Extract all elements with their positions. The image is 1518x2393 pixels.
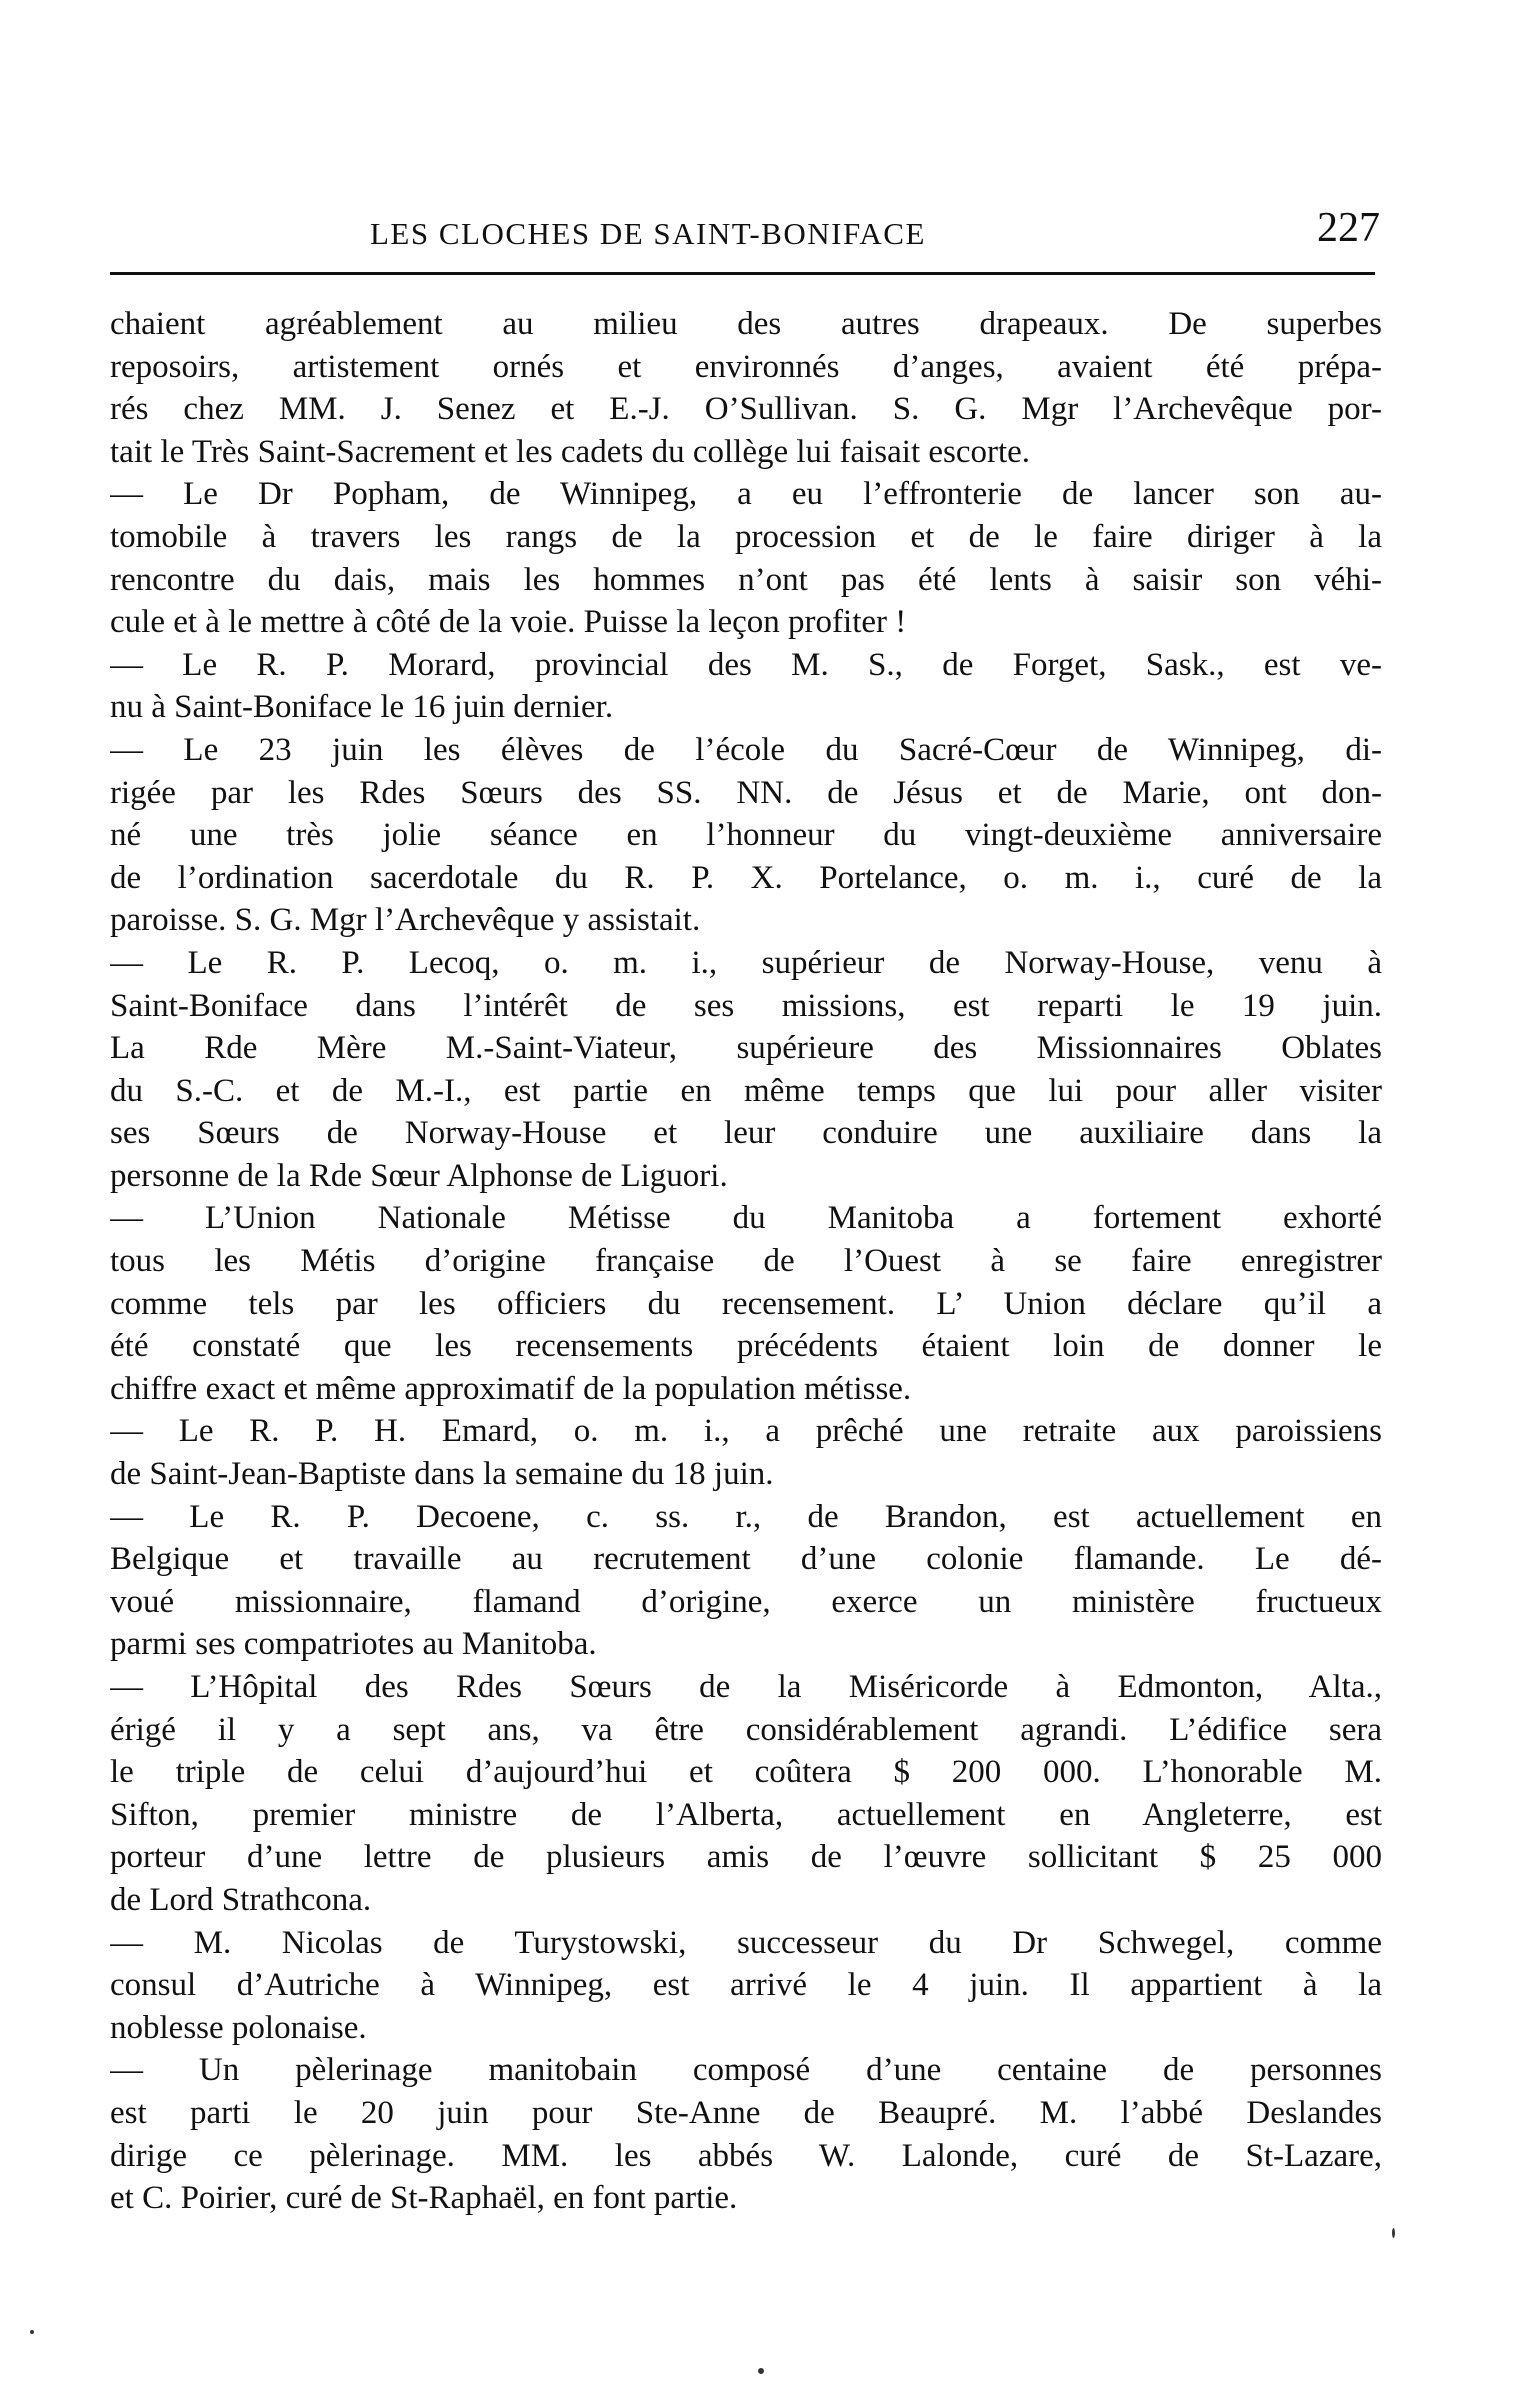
text-line: rencontre du dais, mais les hommes n’ont pas été lents à saisir son véhi-	[110, 561, 1382, 598]
header-rule	[110, 272, 1375, 275]
text-line: — Un pèlerinage manitobain composé d’une centaine de personnes	[110, 2052, 1382, 2089]
text-line: tous les Métis d’origine française de l’Ouest à se faire enregistrer	[110, 1243, 1382, 1280]
text-line: tait le Très Saint-Sacrement et les cadets du collège lui faisait escorte.	[110, 433, 1031, 470]
text-line: de Saint-Jean-Baptiste dans la semaine du 18 juin.	[110, 1456, 774, 1493]
text-line: rigée par les Rdes Sœurs des SS. NN. de Jésus et de Marie, ont don-	[110, 774, 1382, 811]
text-line: — L’Union Nationale Métisse du Manitoba a fortement exhorté	[110, 1200, 1382, 1237]
text-line: voué missionnaire, flamand d’origine, exerce un ministère fructueux	[110, 1583, 1382, 1620]
text-line: chiffre exact et même approximatif de la population métisse.	[110, 1370, 912, 1407]
text-line: parmi ses compatriotes au Manitoba.	[110, 1626, 597, 1663]
text-line: de l’ordination sacerdotale du R. P. X. Portelance, o. m. i., curé de la	[110, 859, 1382, 896]
text-line: — M. Nicolas de Turystowski, successeur du Dr Schwegel, comme	[110, 1924, 1382, 1961]
text-line: — Le Dr Popham, de Winnipeg, a eu l’effronterie de lancer son au-	[110, 476, 1382, 513]
text-line: consul d’Autriche à Winnipeg, est arrivé le 4 juin. Il appartient à la	[110, 1967, 1382, 2004]
text-line: est parti le 20 juin pour Ste-Anne de Beaupré. M. l’abbé Deslandes	[110, 2094, 1382, 2131]
text-line: — Le R. P. H. Emard, o. m. i., a prêché une retraite aux paroissiens	[110, 1413, 1382, 1450]
text-line: Sifton, premier ministre de l’Alberta, actuellement en Angleterre, est	[110, 1796, 1382, 1833]
text-line: du S.-C. et de M.-I., est partie en même temps que lui pour aller visiter	[110, 1072, 1382, 1109]
text-line: ses Sœurs de Norway-House et leur conduire une auxiliaire dans la	[110, 1115, 1382, 1152]
text-line: noblesse polonaise.	[110, 2009, 367, 2046]
text-line: comme tels par les officiers du recensement. L’ Union déclare qu’il a	[110, 1285, 1382, 1322]
text-line: érigé il y a sept ans, va être considérablement agrandi. L’édifice sera	[110, 1711, 1382, 1748]
text-line: cule et à le mettre à côté de la voie. Puisse la leçon profiter !	[110, 604, 907, 641]
print-speck	[30, 2330, 34, 2334]
text-line: — Le R. P. Lecoq, o. m. i., supérieur de Norway-House, venu à	[110, 944, 1382, 981]
text-line: né une très jolie séance en l’honneur du vingt-deuxième anniversaire	[110, 817, 1382, 854]
print-speck	[1392, 2228, 1395, 2238]
text-line: de Lord Strathcona.	[110, 1881, 372, 1918]
text-line: personne de la Rde Sœur Alphonse de Liguori.	[110, 1157, 728, 1194]
text-line: et C. Poirier, curé de St-Raphaël, en font partie.	[110, 2180, 738, 2217]
text-line: paroisse. S. G. Mgr l’Archevêque y assistait.	[110, 902, 701, 939]
text-line: porteur d’une lettre de plusieurs amis de l’œuvre sollicitant $ 25 000	[110, 1839, 1382, 1876]
body-text	[110, 303, 1382, 2220]
text-line: rés chez MM. J. Senez et E.-J. O’Sullivan. S. G. Mgr l’Archevêque por-	[110, 391, 1382, 428]
text-line: — Le 23 juin les élèves de l’école du Sacré-Cœur de Winnipeg, di-	[110, 731, 1382, 768]
running-title: LES CLOCHES DE SAINT-BONIFACE	[370, 216, 926, 251]
page-number: 227	[1317, 205, 1380, 251]
text-line: chaient agréablement au milieu des autres drapeaux. De superbes	[110, 306, 1382, 342]
print-speck	[758, 2368, 764, 2374]
text-line: — Le R. P. Decoene, c. ss. r., de Brandon, est actuellement en	[110, 1498, 1382, 1535]
text-line: — Le R. P. Morard, provincial des M. S., de Forget, Sask., est ve-	[110, 646, 1382, 683]
text-line: été constaté que les recensements précédents étaient loin de donner le	[110, 1328, 1382, 1365]
text-line: le triple de celui d’aujourd’hui et coûtera $ 200 000. L’honorable M.	[110, 1754, 1382, 1791]
text-line: reposoirs, artistement ornés et environnés d’anges, avaient été prépa-	[110, 348, 1382, 385]
text-line: Belgique et travaille au recrutement d’une colonie flamande. Le dé-	[110, 1541, 1382, 1578]
text-line: Saint-Boniface dans l’intérêt de ses missions, est reparti le 19 juin.	[110, 987, 1382, 1024]
page-header	[110, 198, 1380, 258]
text-line: — L’Hôpital des Rdes Sœurs de la Miséricorde à Edmonton, Alta.,	[110, 1669, 1382, 1705]
text-line: dirige ce pèlerinage. MM. les abbés W. Lalonde, curé de St-Lazare,	[110, 2137, 1382, 2174]
text-line: La Rde Mère M.-Saint-Viateur, supérieure des Missionnaires Oblates	[110, 1030, 1382, 1067]
text-line: tomobile à travers les rangs de la procession et de le faire diriger à la	[110, 518, 1382, 555]
text-line: nu à Saint-Boniface le 16 juin dernier.	[110, 689, 614, 726]
